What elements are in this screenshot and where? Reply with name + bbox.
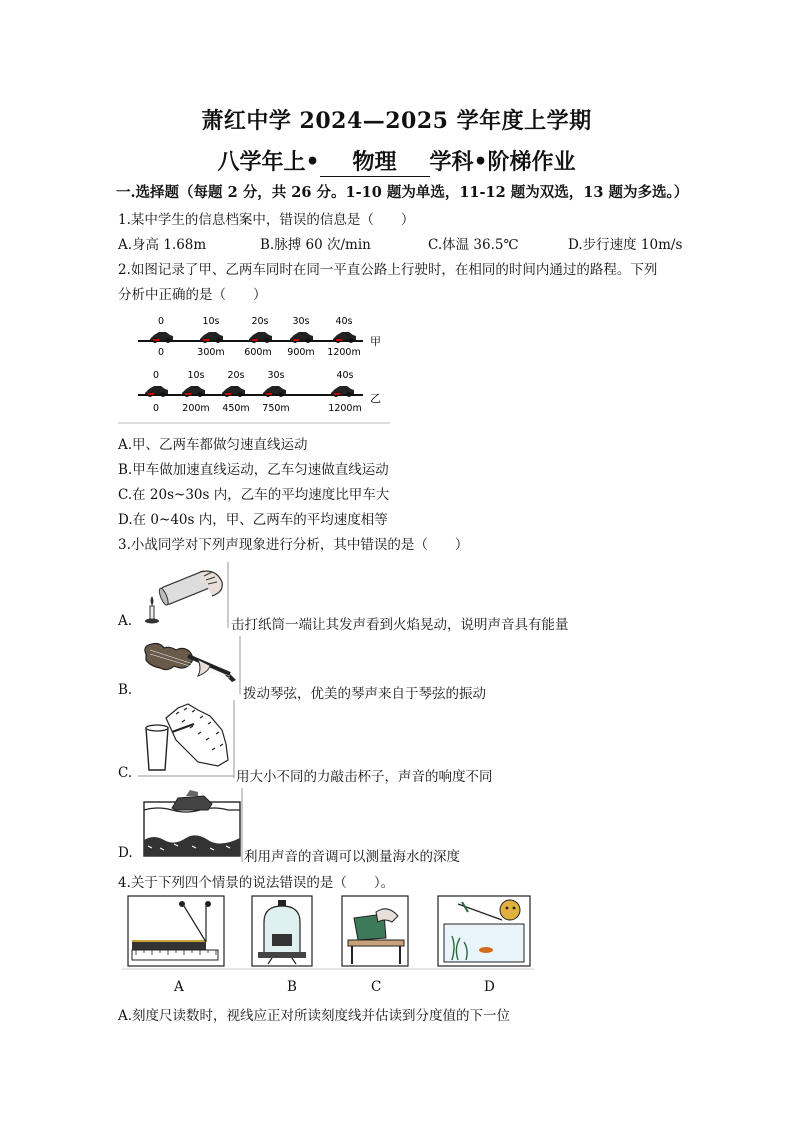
q1-option-a: A.身高 1.68m bbox=[118, 237, 207, 253]
yi-time-4: 40s bbox=[336, 370, 354, 381]
q4-fig-label-d: D bbox=[484, 979, 495, 995]
yi-dist-4: 1200m bbox=[328, 403, 362, 414]
q3-option-a-letter: A. bbox=[118, 613, 133, 629]
car-jia-distances bbox=[158, 347, 361, 358]
jia-time-3: 30s bbox=[292, 316, 310, 327]
q2-car-figure bbox=[118, 310, 393, 425]
q2-option-c: C.在 20s~30s 内，乙车的平均速度比甲车大 bbox=[118, 487, 390, 503]
q3-option-d-text: 利用声音的音调可以测量海水的深度 bbox=[244, 849, 460, 865]
q2-stem-line2: 分析中正确的是（ ） bbox=[118, 287, 267, 303]
yi-time-0: 0 bbox=[152, 370, 160, 381]
q2-option-d: D.在 0~40s 内，甲、乙两车的平均速度相等 bbox=[118, 512, 388, 528]
page-title: 萧红中学 2024—2025 学年度上学期 bbox=[201, 108, 592, 134]
q4-fig-label-a: A bbox=[174, 979, 184, 995]
q1-option-c: C.体温 36.5℃ bbox=[428, 237, 519, 253]
q3-option-d-letter: D. bbox=[118, 845, 133, 861]
ruler-reading-icon bbox=[128, 896, 224, 966]
q2-option-b: B.甲车做加速直线运动，乙车匀速做直线运动 bbox=[118, 462, 389, 478]
jia-dist-2: 600m bbox=[244, 347, 272, 358]
fish-tank-icon bbox=[438, 896, 530, 966]
q2-stem-line1: 2.如图记录了甲、乙两车同时在同一平直公路上行驶时，在相同的时间内通过的路程。下列 bbox=[118, 262, 658, 278]
q4-stem: 4.关于下列四个情景的说法错误的是（ ）。 bbox=[118, 875, 395, 891]
car-jia-times bbox=[158, 316, 353, 327]
subject-name: 物理 bbox=[320, 145, 430, 177]
q4-figure-strip bbox=[122, 894, 534, 970]
q1-option-d: D.步行速度 10m/s bbox=[568, 237, 683, 253]
q3-option-c-text: 用大小不同的力敲击杯子，声音的响度不同 bbox=[236, 769, 493, 785]
jia-dist-3: 900m bbox=[287, 347, 315, 358]
car-yi-times bbox=[153, 370, 354, 381]
q3-option-b-letter: B. bbox=[118, 682, 133, 698]
jia-time-1: 10s bbox=[202, 316, 220, 327]
page-subtitle bbox=[0, 145, 793, 177]
q4-option-a: A.刻度尺读数时，视线应正对所读刻度线并估读到分度值的下一位 bbox=[118, 1008, 511, 1024]
violin-icon bbox=[138, 636, 242, 694]
car-yi-distances bbox=[153, 403, 362, 414]
subtitle-suffix: 学科•阶梯作业 bbox=[429, 149, 576, 175]
q3-option-b-text: 拨动琴弦，优美的琴声来自于琴弦的振动 bbox=[243, 686, 486, 702]
car-yi-label: 乙 bbox=[370, 392, 381, 405]
yi-dist-1: 200m bbox=[182, 403, 210, 414]
yi-dist-0: 0 bbox=[152, 403, 160, 414]
jia-dist-4: 1200m bbox=[327, 347, 361, 358]
car-jia-label: 甲 bbox=[370, 335, 381, 348]
section-heading: 一.选择题（每题 2 分，共 26 分。1-10 题为单选，11-12 题为双选，13 题为多选。） bbox=[116, 184, 689, 201]
jia-dist-1: 300m bbox=[197, 347, 225, 358]
yi-time-1: 10s bbox=[187, 370, 205, 381]
q4-fig-label-c: C bbox=[371, 979, 382, 995]
q1-stem: 1.某中学生的信息档案中，错误的信息是（ ） bbox=[118, 212, 415, 228]
q4-fig-label-b: B bbox=[287, 979, 297, 995]
jia-time-4: 40s bbox=[335, 316, 353, 327]
yi-time-3: 30s bbox=[267, 370, 285, 381]
q1-option-b: B.脉搏 60 次/min bbox=[260, 237, 371, 253]
jia-dist-0: 0 bbox=[157, 347, 165, 358]
yi-dist-2: 450m bbox=[222, 403, 250, 414]
cup-tap-icon bbox=[138, 700, 236, 778]
q3-stem: 3.小战同学对下列声现象进行分析，其中错误的是（ ） bbox=[118, 537, 469, 553]
yi-time-2: 20s bbox=[227, 370, 245, 381]
paper-tube-candle-icon bbox=[138, 562, 230, 628]
q3-option-a-text: 击打纸筒一端让其发声看到火焰晃动，说明声音具有能量 bbox=[231, 617, 569, 633]
q3-option-c-letter: C. bbox=[118, 765, 133, 781]
table-ruler-icon bbox=[342, 896, 408, 966]
subtitle-prefix: 八学年上• bbox=[217, 149, 320, 175]
sonar-ship-icon bbox=[138, 788, 244, 862]
jia-time-2: 20s bbox=[251, 316, 269, 327]
bell-jar-icon bbox=[252, 896, 312, 966]
jia-time-0: 0 bbox=[157, 316, 165, 327]
yi-dist-3: 750m bbox=[262, 403, 290, 414]
q2-option-a: A.甲、乙两车都做匀速直线运动 bbox=[118, 437, 308, 453]
